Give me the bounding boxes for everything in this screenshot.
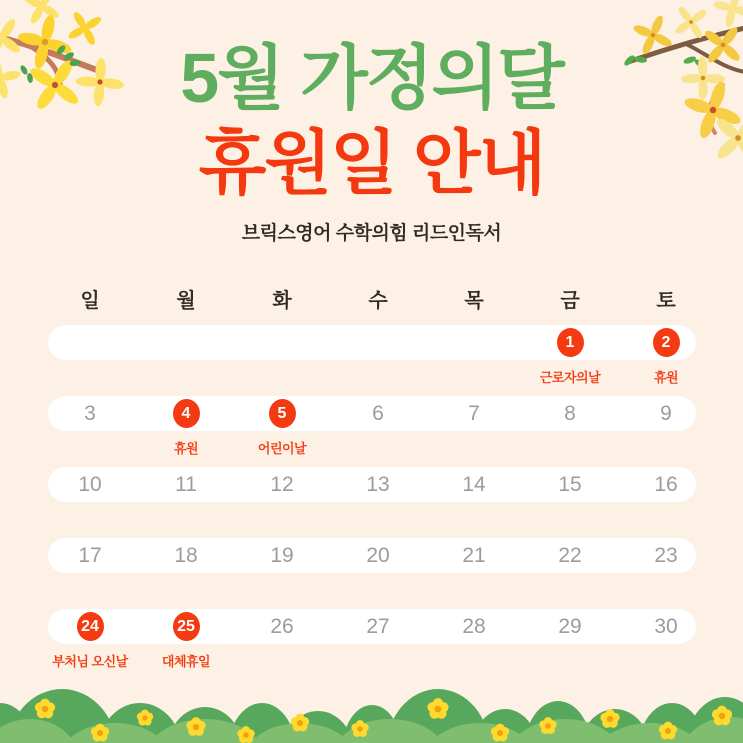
day-cell <box>330 467 426 502</box>
day-cell <box>618 609 714 644</box>
holiday-label: 근로자의날 <box>539 370 601 385</box>
day-number: 13 <box>366 472 390 496</box>
day-cell <box>330 325 426 360</box>
day-cell <box>618 325 714 385</box>
day-cell <box>522 609 618 644</box>
day-number: 19 <box>270 543 294 567</box>
week-cells <box>42 396 714 456</box>
day-cell <box>618 467 714 502</box>
day-cell <box>426 467 522 502</box>
day-number: 3 <box>84 401 96 425</box>
weekday-header-row <box>42 284 714 312</box>
day-cell <box>138 538 234 573</box>
day-cell <box>426 325 522 360</box>
holiday-label: 대체휴일 <box>161 654 211 669</box>
calendar-week-row <box>0 396 743 456</box>
day-cell <box>234 538 330 573</box>
week-cells <box>42 609 714 669</box>
day-cell <box>42 467 138 502</box>
day-cell <box>234 396 330 456</box>
day-number: 22 <box>558 543 582 567</box>
weekday-header: 목 <box>464 290 484 312</box>
day-number: 23 <box>654 543 678 567</box>
day-cell <box>42 325 138 360</box>
day-number: 10 <box>78 472 102 496</box>
holiday-day-badge: 24 <box>77 612 104 641</box>
holiday-day-badge: 25 <box>173 612 200 641</box>
day-cell <box>138 609 234 669</box>
weekday-header: 화 <box>272 290 292 312</box>
day-cell <box>618 396 714 431</box>
holiday-day-badge: 1 <box>557 328 584 357</box>
day-cell <box>42 396 138 431</box>
day-cell <box>522 325 618 385</box>
day-cell <box>522 538 618 573</box>
day-number: 20 <box>366 543 390 567</box>
calendar-weeks <box>0 325 743 669</box>
weekday-header: 토 <box>656 290 676 312</box>
day-number: 26 <box>270 614 294 638</box>
day-cell <box>426 396 522 431</box>
weekday-header: 금 <box>560 290 580 312</box>
holiday-day-badge: 4 <box>173 399 200 428</box>
day-cell <box>138 467 234 502</box>
day-cell <box>618 538 714 573</box>
day-cell <box>234 325 330 360</box>
weekday-header: 월 <box>176 290 196 312</box>
poster-subtitle: 브릭스영어 수학의힘 리드인독서 <box>241 223 502 244</box>
day-cell <box>138 396 234 456</box>
day-number: 9 <box>660 401 672 425</box>
holiday-day-badge: 2 <box>653 328 680 357</box>
week-cells <box>42 325 714 385</box>
holiday-label: 부처님 오신날 <box>52 654 128 669</box>
weekday-header: 수 <box>368 290 388 312</box>
day-cell <box>234 467 330 502</box>
day-cell <box>330 538 426 573</box>
day-cell <box>522 467 618 502</box>
day-number: 18 <box>174 543 198 567</box>
day-number: 8 <box>564 401 576 425</box>
day-cell <box>426 609 522 644</box>
poster-header <box>0 0 743 245</box>
day-number: 11 <box>175 472 197 496</box>
may-calendar <box>0 284 743 680</box>
day-cell <box>42 609 138 669</box>
holiday-label: 휴원 <box>173 441 199 456</box>
day-cell <box>426 538 522 573</box>
holiday-label: 휴원 <box>653 370 679 385</box>
day-number: 28 <box>462 614 486 638</box>
day-number: 21 <box>462 543 486 567</box>
day-number: 30 <box>654 614 678 638</box>
holiday-day-badge: 5 <box>269 399 296 428</box>
calendar-week-row <box>0 538 743 573</box>
day-number: 27 <box>366 614 390 638</box>
day-number: 7 <box>468 401 480 425</box>
week-cells <box>42 467 714 502</box>
calendar-week-row <box>0 325 743 385</box>
bush-flowers-bottom-decoration <box>0 671 743 743</box>
week-cells <box>42 538 714 573</box>
day-number: 29 <box>558 614 582 638</box>
calendar-week-row <box>0 609 743 669</box>
day-number: 15 <box>558 472 582 496</box>
day-cell <box>522 396 618 431</box>
day-cell <box>330 609 426 644</box>
day-number: 6 <box>372 401 384 425</box>
day-number: 16 <box>654 472 678 496</box>
day-number: 14 <box>462 472 486 496</box>
weekday-header: 일 <box>80 290 100 312</box>
poster-title-line1: 5월 가정의달 <box>180 39 563 117</box>
day-cell <box>138 325 234 360</box>
calendar-week-row <box>0 467 743 502</box>
day-cell <box>234 609 330 644</box>
day-cell <box>330 396 426 431</box>
day-number: 12 <box>270 472 294 496</box>
day-cell <box>42 538 138 573</box>
day-number: 17 <box>78 543 102 567</box>
poster-title-line2: 휴원일 안내 <box>198 124 545 202</box>
holiday-label: 어린이날 <box>257 441 307 456</box>
